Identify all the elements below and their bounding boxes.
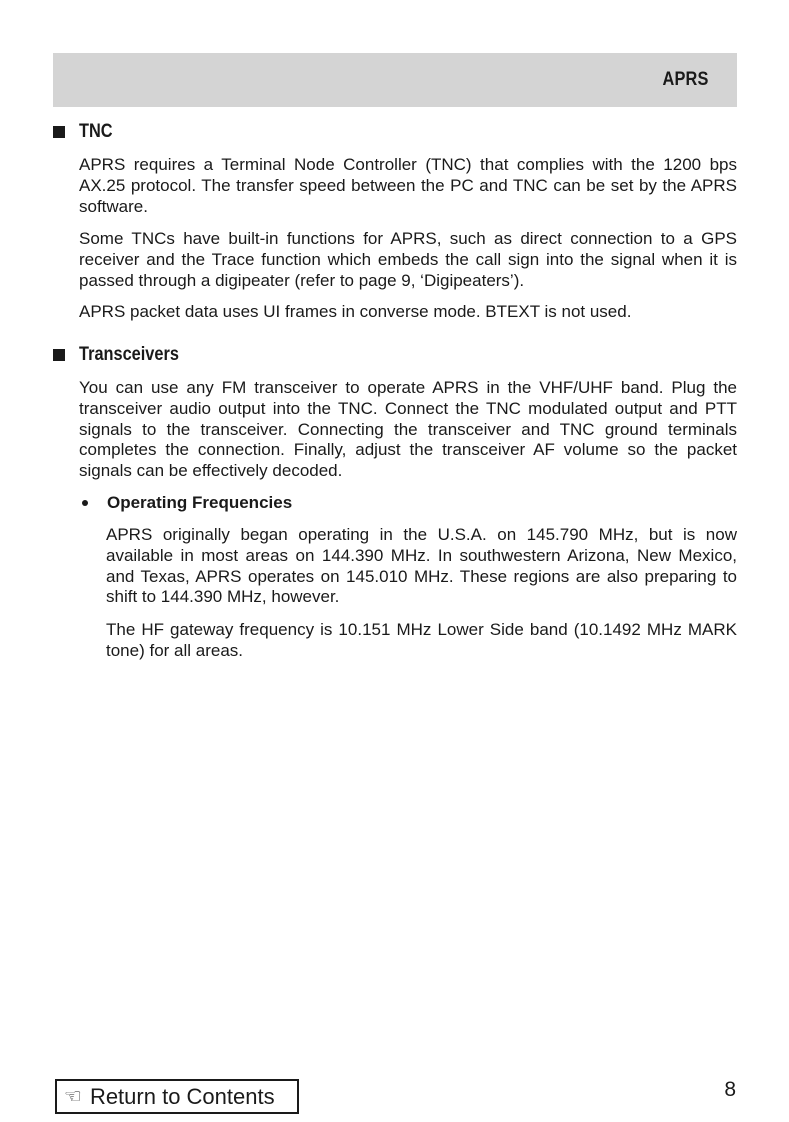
paragraph-transceivers-1: You can use any FM transceiver to operate APRS in the VHF/UHF band. Plug the transceiver audio output into the TNC. Connect the TNC modulated output and PTT signals to the transceiver. Connecting the transceiver and TNC ground terminals completes the connection. Finally, adjust the transceiver AF volume so the packet signals can be effectively decoded.: [79, 378, 737, 481]
subsection-heading-operating-frequencies: [79, 493, 292, 513]
paragraph-tnc-1: APRS requires a Terminal Node Controller (TNC) that complies with the 1200 bps AX.25 protocol. The transfer speed between the PC and TNC can be set by the APRS software.: [79, 155, 737, 216]
paragraph-tnc-2: Some TNCs have built-in functions for APRS, such as direct connection to a GPS receiver and the Trace function which embeds the call sign into the signal when it is passed through a digipeater (refer to page 9, ‘Digipeaters’).: [79, 229, 737, 290]
page-number: 8: [724, 1078, 736, 1101]
section-heading-tnc: [53, 121, 118, 143]
section-title-transceivers: Transceivers: [79, 344, 179, 365]
paragraph-frequencies-2: The HF gateway frequency is 10.151 MHz Lower Side band (10.1492 MHz MARK tone) for all areas.: [106, 620, 737, 660]
pointing-hand-icon: ☜: [64, 1085, 82, 1108]
section-title-tnc: TNC: [79, 121, 113, 142]
page-header: [53, 53, 737, 107]
section-heading-transceivers: [53, 344, 195, 366]
paragraph-tnc-3: APRS packet data uses UI frames in converse mode. BTEXT is not used.: [79, 302, 632, 321]
return-to-contents-link[interactable]: [55, 1079, 299, 1114]
round-bullet-icon: [82, 500, 88, 506]
return-to-contents-label: Return to Contents: [89, 1083, 275, 1109]
paragraph-frequencies-1: APRS originally began operating in the U.S.A. on 145.790 MHz, but is now available in most areas on 144.390 MHz. In southwestern Arizona, New Mexico, and Texas, APRS operates on 145.010 MHz. These regions are also preparing to shift to 144.390 MHz, however.: [106, 525, 737, 607]
square-bullet-icon: [53, 126, 65, 138]
header-title: APRS: [662, 69, 709, 90]
subsection-title: Operating Frequencies: [107, 493, 293, 512]
square-bullet-icon: [53, 349, 65, 361]
